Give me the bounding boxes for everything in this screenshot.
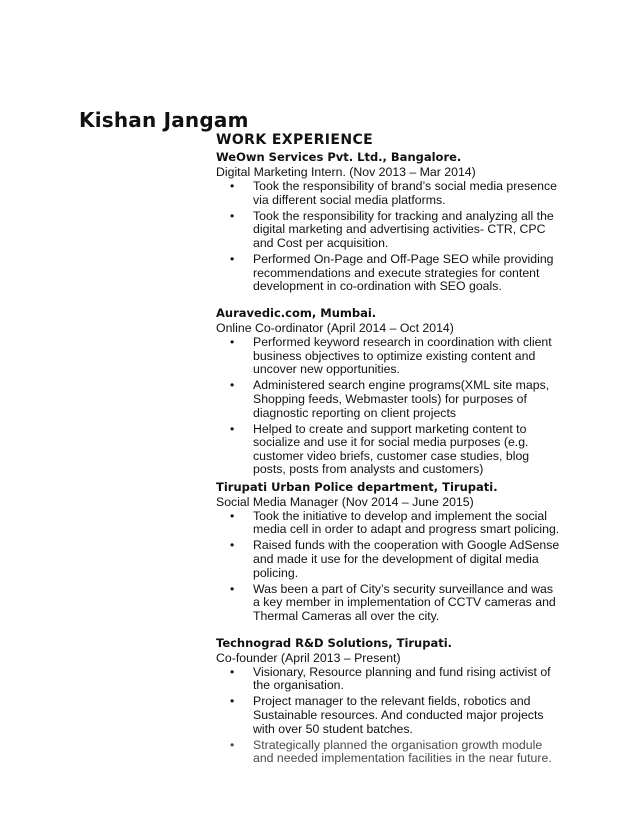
bullet-dot: •: [230, 334, 235, 349]
company-name: Technograd R&D Solutions, Tirupati.: [216, 635, 453, 650]
job-role: Co-founder (April 2013 – Present): [216, 650, 401, 665]
bullet-item: • Administered search engine programs(XML site maps, Shopping feeds, Webmaster tools) for purposes of diagnostic reporting on client projects: [230, 378, 550, 420]
bullet-item: • Took the responsibility for tracking and analyzing all the digital marketing and advertising activities- CTR, CPC and Cost per acquisition.: [230, 208, 554, 250]
bullet-dot: •: [230, 538, 235, 553]
bullet-dot: •: [230, 179, 235, 193]
bullet-item: • Performed On-Page and Off-Page SEO while providing recommendations and execute strategies for content development in co-ordination with SEO goals.: [230, 252, 554, 294]
bullet-item: • Performed keyword research in coordination with client business objectives to optimize existing content and uncover new opportunities.: [230, 334, 552, 377]
company-name: Tirupati Urban Police department, Tirupati.: [216, 479, 498, 494]
bullet-item: • Took the initiative to develop and implement the social media cell in order to adapt and progress smart policing.: [230, 508, 560, 537]
candidate-name: Kishan Jangam: [79, 108, 249, 132]
company-name: Auravedic.com, Mumbai.: [216, 305, 377, 320]
bullet-dot: •: [230, 581, 235, 596]
bullet-dot: •: [230, 378, 235, 393]
bullet-item: • Was been a part of City’s security surveillance and was a key member in implementation of CCTV cameras and Thermal Cameras all over the city.: [230, 581, 556, 623]
bullet-dot: •: [230, 208, 235, 223]
job-entry: [216, 306, 561, 477]
job-role: Social Media Manager (Nov 2014 – June 2015): [216, 494, 474, 509]
job-bullets: [216, 336, 561, 477]
bullet-dot: •: [230, 664, 235, 679]
bullet-item: • Strategically planned the organisation growth module and needed implementation facilities in the near future.: [230, 737, 552, 766]
bullet-dot: •: [230, 737, 235, 752]
bullet-dot: •: [230, 421, 235, 436]
bullet-item: • Raised funds with the cooperation with Google AdSense and made it use for the development of digital media policing.: [230, 538, 560, 580]
job-entry: [216, 150, 561, 294]
bullet-item: • Project manager to the relevant fields, robotics and Sustainable resources. And conducted major projects with over 50 student batches.: [230, 694, 544, 736]
work-experience-section: [216, 131, 561, 778]
job-role: Online Co-ordinator (April 2014 – Oct 2014): [216, 320, 454, 335]
bullet-dot: •: [230, 694, 235, 709]
section-title: WORK EXPERIENCE: [216, 132, 374, 148]
job-entry: [216, 480, 561, 624]
job-bullets: [216, 510, 561, 624]
bullet-item: • Visionary, Resource planning and fund rising activist of the organisation.: [230, 664, 551, 693]
bullet-item: • Took the responsibility of brand’s social media presence via different social media platforms.: [230, 179, 557, 207]
company-name: WeOwn Services Pvt. Ltd., Bangalore.: [216, 150, 462, 164]
bullet-item: • Helped to create and support marketing content to socialize and use it for social media purposes (e.g. customer video briefs, customer case studies, blog posts, posts from analysts and customers): [230, 421, 530, 477]
bullet-dot: •: [230, 252, 235, 267]
job-entry: [216, 636, 561, 766]
job-bullets: [216, 666, 561, 766]
job-role: Digital Marketing Intern. (Nov 2013 – Mar 2014): [216, 165, 476, 179]
job-bullets: [216, 180, 561, 294]
bullet-dot: •: [230, 508, 235, 523]
